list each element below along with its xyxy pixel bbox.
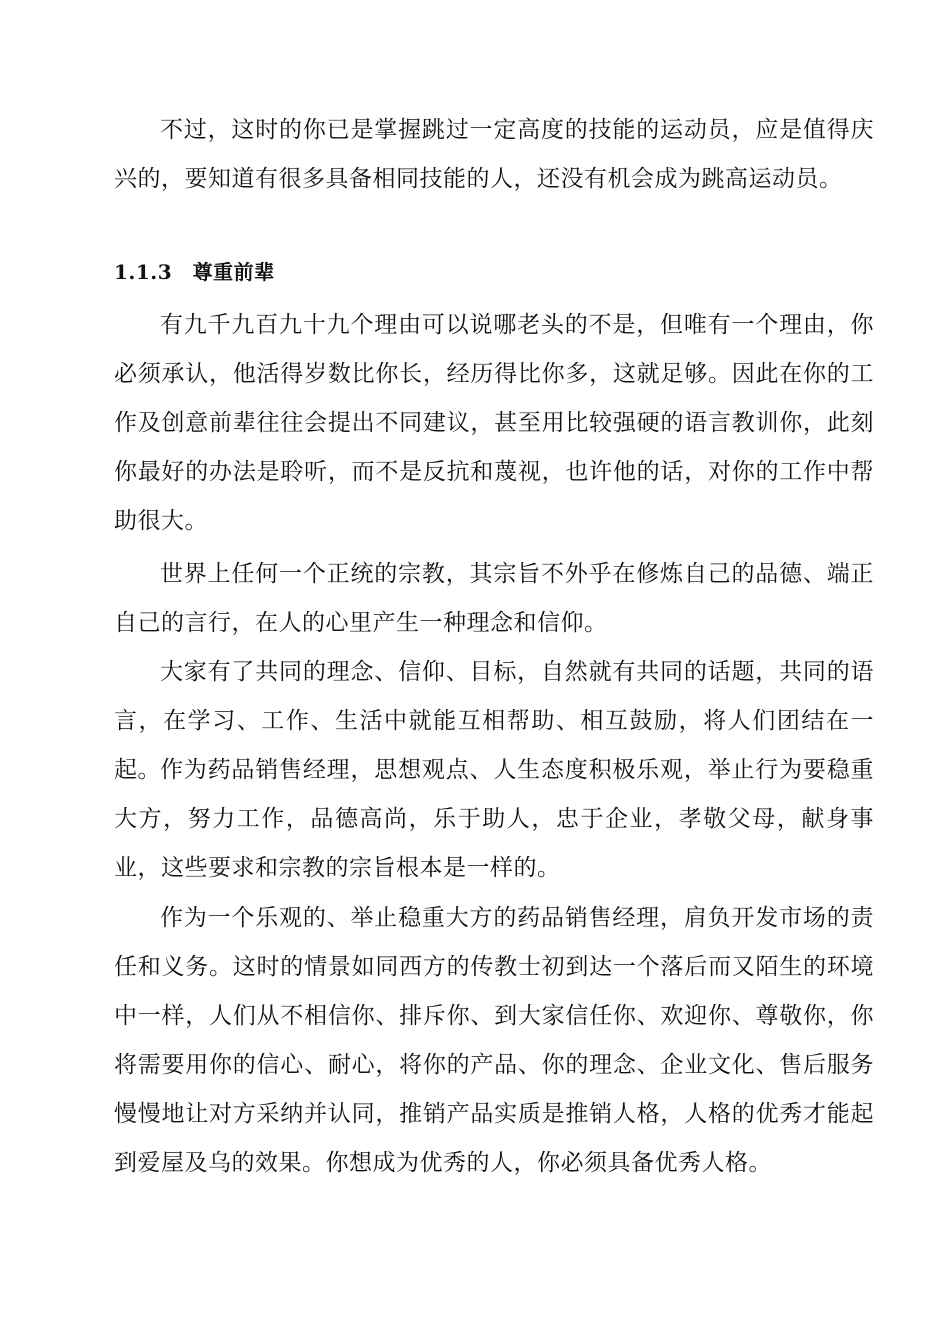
paragraph-sales-manager-attitude: 作为药品销售经理，思想观点、人生态度积极乐观，举止行为要稳重大方，努力工作，品德高尚，乐于助人，忠于企业，孝敬父母，献身事业，这些要求和宗教的宗旨根本是一样的。 bbox=[114, 757, 874, 881]
paragraph-respect-seniors: 有九千九百九十九个理由可以说哪老头的不是，但唯有一个理由，你必须承认，他活得岁数比你长，经历得比你多，这就足够。因此在你的工作及创意前辈往往会提出不同建议，甚至用比较强硬的语言教训你，此刻你最好的办法是聆听，而不是反抗和蔑视，也许他的话，对你的工作中帮助很大。 bbox=[114, 312, 874, 534]
section-heading-respect-seniors: 1.1.3 尊重前辈 bbox=[114, 260, 275, 284]
paragraph-shared-beliefs: 大家有了共同的理念、信仰、目标，自然就有共同的话题，共同的语言，在学习、工作、生活中就能互相帮助、相互鼓励，将人们团结在一起。 bbox=[114, 659, 874, 783]
paragraph-high-jump-skill: 不过，这时的你已是掌握跳过一定高度的技能的运动员，应是值得庆兴的，要知道有很多具备相同技能的人，还没有机会成为跳高运动员。 bbox=[114, 117, 874, 192]
paragraph-religion-purpose: 世界上任何一个正统的宗教，其宗旨不外乎在修炼自己的品德、端正自己的言行，在人的心里产生一种理念和信仰。 bbox=[114, 561, 874, 636]
paragraph-sales-manager-responsibility: 作为一个乐观的、举止稳重大方的药品销售经理，肩负开发市场的责任和义务。这时的情景如同西方的传教士初到达一个落后而又陌生的环境中一样，人们从不相信你、排斥你、到大家信任你、欢迎你、尊敬你，你将需要用你的信心、耐心，将你的产品、你的理念、企业文化、售后服务慢慢地让对方采纳并认同，推销产品实质是推销人格，人格的优秀才能起到爱屋及乌的效果。你想成为优秀的人，你必须具备优秀人格。 bbox=[114, 905, 874, 1176]
